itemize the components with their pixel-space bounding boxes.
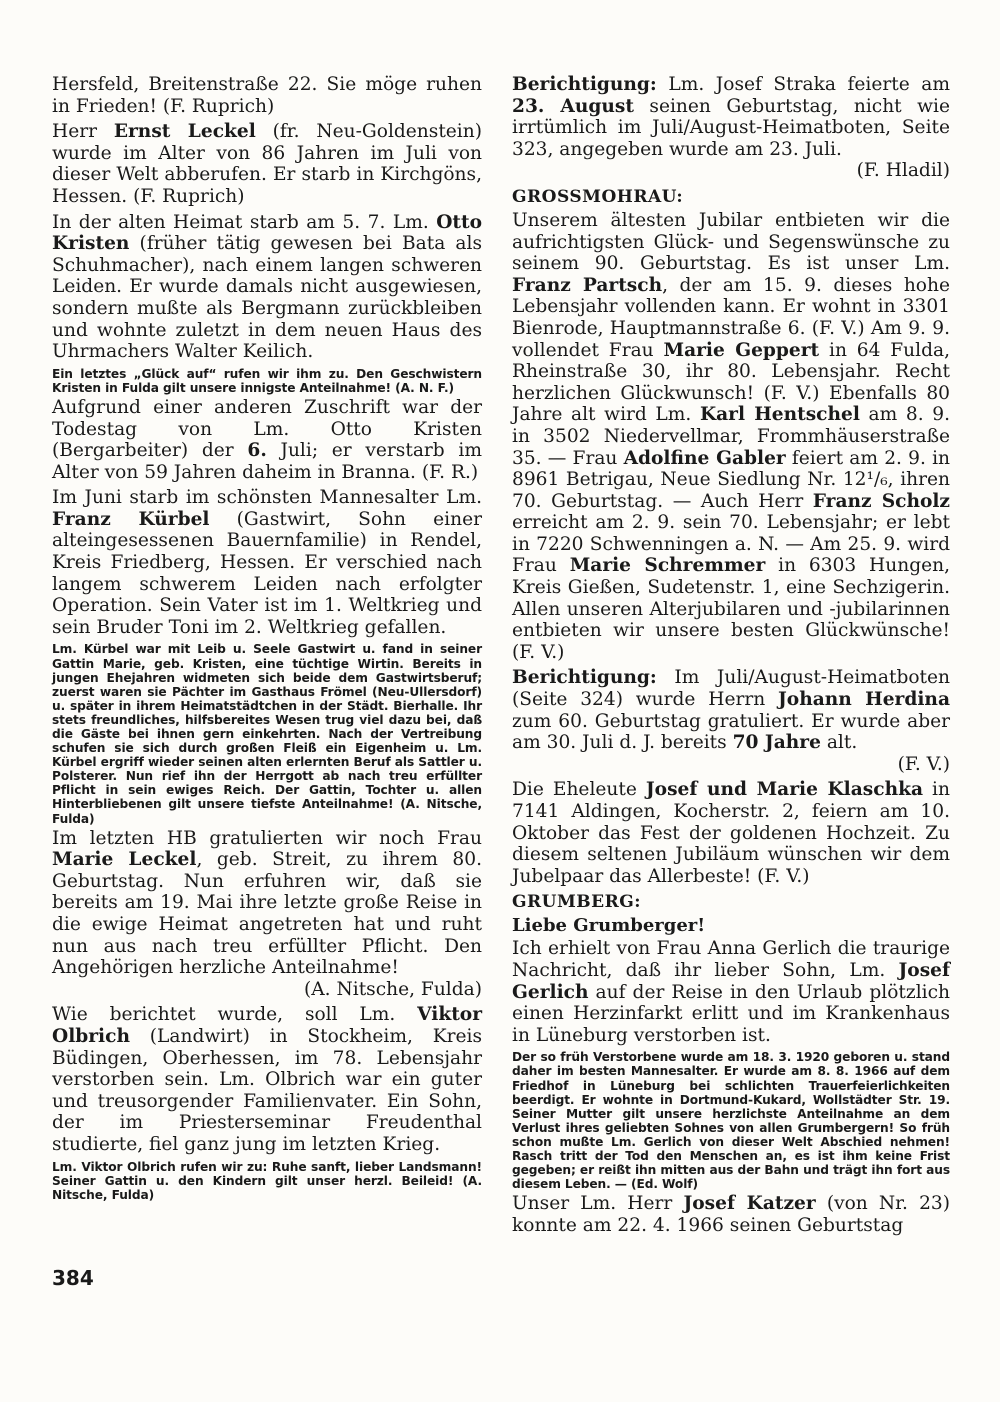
person-name: Franz Scholz: [812, 490, 950, 512]
person-name: Marie Leckel: [52, 849, 197, 871]
obituary-paragraph: Hersfeld, Breitenstraße 22. Sie möge ruhen in Frieden! (F. Ruprich): [52, 74, 482, 117]
anniversary-paragraph: Die Eheleute Josef und Marie Klaschka in 7141 Aldingen, Kocherstr. 2, feiern am 10. Oktober das Fest der goldenen Hochzeit. Zu diesem seltenen Jubiläum wünschen wir dem Jubelpaar das Allerbeste! (F. V.): [512, 779, 950, 887]
person-name: Viktor Olbrich: [52, 1004, 482, 1047]
person-name: Karl Hentschel: [699, 404, 860, 426]
birthday-paragraph: Unserem ältesten Jubilar entbieten wir die aufrichtigsten Glück- und Segenswünsche zu seinem 90. Geburtstag. Es ist unser Lm. Franz Partsch, der am 15. 9. dieses hohe Lebensjahr vollenden kann. Er wohnt in 3301 Bienrode, Hauptmannstraße 6. (F. V.) Am 9. 9. vollendet Frau Marie Geppert in 64 Fulda, Rheinstraße 30, ihr 80. Lebensjahr. Recht herzlichen Glückwunsch! (F. V.) Ebenfalls 80 Jahre alt wird Lm. Karl Hentschel am 8. 9. in 3502 Niedervellmar, Frommhäuserstraße 35. — Frau Adolfine Gabler feiert am 2. 9. in 8961 Betrigau, Neue Siedlung Nr. 12¹/₆, ihren 70. Geburtstag. — Auch Herr Franz Scholz erreicht am 2. 9. sein 70. Lebensjahr; er lebt in 7220 Schwenningen a. N. — Am 25. 9. wird Frau Marie Schremmer in 6303 Hungen, Kreis Gießen, Sudetenstr. 1, eine Sechzigerin. Allen unseren Alterjubilaren und -jubilarinnen entbieten wir unsere besten Glückwünsche! (F. V.): [512, 209, 950, 663]
person-name: Franz Kürbel: [52, 508, 210, 530]
person-name: Franz Partsch: [512, 274, 663, 296]
section-heading: GRUMBERG:: [512, 892, 642, 913]
person-name: Marie Geppert: [663, 339, 820, 361]
page-number: 384: [52, 1266, 94, 1290]
person-name: Adolfine Gabler: [623, 447, 786, 469]
small-print-note: Lm. Kürbel war mit Leib u. Seele Gastwirt u. fand in seiner Gattin Marie, geb. Kristen, eine tüchtige Wirtin. Bereits in jungen Ehejahren widmeten sich beide dem Gastwirtsberuf; zuerst waren sie Pächter im Gasthaus Frömel (Neu-Ullersdorf) u. später in ihrem Heimatstädtchen in der Städt. Bierhalle. Ihr stets freundliches, hilfsbereites Wesen trug viel dazu bei, daß die Gäste bei ihnen gern einkehrten. Nach der Vertreibung schufen sie sich durch großen Fleiß ein Eigenheim u. Lm. Kürbel ergriff wieder seinen alten erlernten Beruf als Sattler u. Polsterer. Nun rief ihn der Herrgott ab nach treu erfüllter Pflicht in sein ewiges Reich. Der Gattin, Tochter u. allen Hinterbliebenen gilt unsere tiefste Anteilnahme! (A. Nitsche, Fulda): [52, 642, 482, 826]
person-name: Johann Herdina: [778, 689, 950, 711]
person-name: Marie Schremmer: [569, 555, 766, 577]
person-name: Josef Gerlich: [512, 959, 950, 1003]
correction-paragraph: Berichtigung: Lm. Josef Straka feierte am 23. August seinen Geburtstag, nicht wie irrtümlich im Juli/August-Heimatboten, Seite 323, angegeben wurde am 23. Juli. (F. Hladil): [512, 74, 951, 182]
obituary-paragraph: In der alten Heimat starb am 5. 7. Lm. Otto Kristen (früher tätig gewesen bei Bata als Schuhmacher), nach einem langen schweren Leiden. Er wurde damals nicht ausgewiesen, sondern mußte als Bergmann zurückbleiben und wohnte zuletzt in dem neuen Haus des Uhrmachers Walter Keilich.: [52, 211, 482, 363]
obituary-paragraph: Im letzten HB gratulierten wir noch Frau Marie Leckel, geb. Streit, zu ihrem 80. Geburtstag. Nun erfuhren wir, daß sie bereits am 19. Mai ihre letzte große Reise in die ewige Heimat angetreten hat und ruht nun aus nach treu erfüllter Pflicht. Den Angehörigen herzliche Anteilnahme! (A. Nitsche, Fulda): [52, 827, 483, 1000]
obituary-paragraph: Wie berichtet wurde, soll Lm. Viktor Olbrich (Landwirt) in Stockheim, Kreis Büdingen, Oberhessen, im 78. Lebensjahr verstorben sein. Lm. Olbrich war ein guter und treusorgender Familienvater. Ein Sohn, der im Priesterseminar Freudenthal studierte, fiel ganz jung im letzten Krieg.: [52, 1004, 482, 1155]
person-name: Ernst Leckel: [113, 121, 256, 143]
obituary-paragraph: Aufgrund einer anderen Zuschrift war der Todestag von Lm. Otto Kristen (Bergarbeiter) der 6. Juli; er verstarb im Alter von 59 Jahren daheim in Branna. (F. R.): [52, 396, 482, 483]
section-heading: GROSSMOHRAU:: [512, 186, 684, 207]
person-name: Josef und Marie Klaschka: [645, 779, 924, 801]
correction-paragraph: Berichtigung: Im Juli/August-Heimatboten (Seite 324) wurde Herrn Johann Herdina zum 60. Geburtstag gratuliert. Er wurde aber am 30. Juli d. J. bereits 70 Jahre alt. (F. V.): [512, 667, 950, 775]
obituary-paragraph: Herr Ernst Leckel (fr. Neu-Goldenstein) wurde im Alter von 86 Jahren im Juli von dieser Welt abberufen. Er starb in Kirchgöns, Hessen. (F. Ruprich): [52, 121, 482, 207]
person-name: Josef Katzer: [683, 1193, 816, 1215]
person-name: Otto Kristen: [52, 211, 482, 255]
small-print-note: Der so früh Verstorbene wurde am 18. 3. 1920 geboren u. stand daher im besten Mannesalter. Er wurde am 8. 8. 1966 auf dem Friedhof in Lüneburg bei schlichten Trauerfeierlichkeiten beerdigt. Er wohnte in Dortmund-Kukard, Wollstädter Str. 19. Seiner Mutter gilt unsere herzlichste Anteilnahme an dem Verlust ihres geliebten Sohnes von allen Grumbergern! So früh schon mußte Lm. Gerlich von dieser Welt Abschied nehmen! Rasch tritt der Tod den Menschen an, es ist ihm keine Frist gegeben; er reißt ihn mitten aus der Bahn und trägt ihn fort aus diesem Leben. — (Ed. Wolf): [512, 1050, 950, 1192]
signature: (F. Hladil): [856, 160, 950, 182]
obituary-paragraph: Ich erhielt von Frau Anna Gerlich die traurige Nachricht, daß ihr lieber Sohn, Lm. Josef Gerlich auf der Reise in den Urlaub plötzlich einen Herzinfarkt erlitt und im Krankenhaus in Lüneburg verstorben ist.: [512, 938, 950, 1046]
left-column: [52, 74, 482, 1204]
small-print-note: Ein letztes „Glück auf“ rufen wir ihm zu. Den Geschwistern Kristen in Fulda gilt unsere innigste Anteilnahme! (A. N. F.): [52, 366, 482, 395]
birthday-paragraph: Unser Lm. Herr Josef Katzer (von Nr. 23) konnte am 22. 4. 1966 seinen Geburtstag: [512, 1193, 950, 1236]
small-print-note: Lm. Viktor Olbrich rufen wir zu: Ruhe sanft, lieber Landsmann! Seiner Gattin u. den Kindern gilt unser herzl. Beileid! (A. Nitsche, Fulda): [52, 1159, 482, 1202]
signature: (A. Nitsche, Fulda): [303, 978, 482, 1000]
right-column: [512, 74, 950, 1240]
letter-salutation: Liebe Grumberger!: [512, 915, 706, 937]
obituary-paragraph: Im Juni starb im schönsten Mannesalter Lm. Franz Kürbel (Gastwirt, Sohn einer alteingesessenen Bauernfamilie) in Rendel, Kreis Friedberg, Hessen. Er verschied nach langem schwerem Leiden nach erfolgter Operation. Sein Vater ist im 1. Weltkrieg und sein Bruder Toni im 2. Weltkrieg gefallen.: [52, 487, 482, 638]
signature: (F. V.): [897, 753, 950, 775]
